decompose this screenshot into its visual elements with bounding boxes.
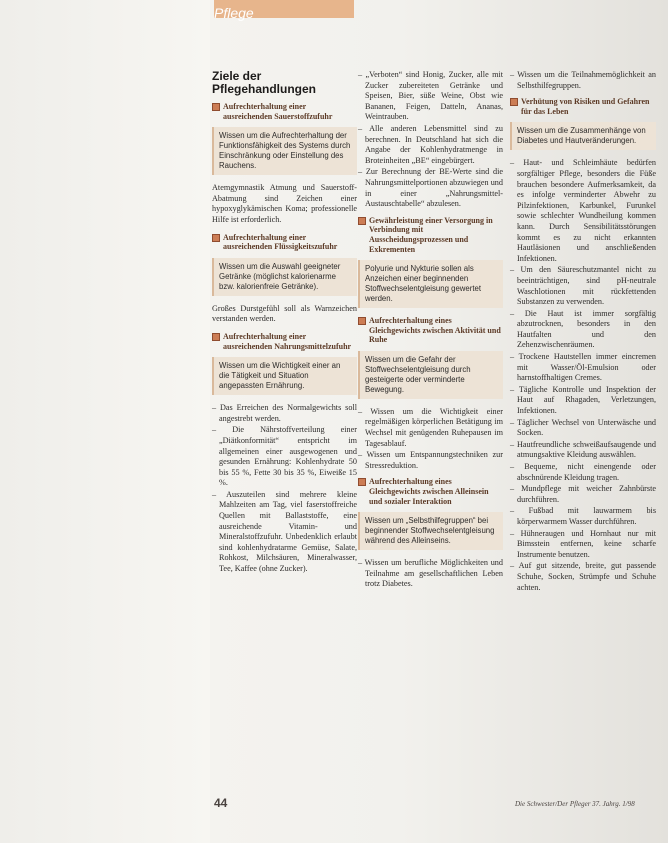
list-item: – Wissen um Entspannungstechniken zur Stressreduktion.	[358, 450, 503, 471]
list-item: – Wissen um die Wichtigkeit einer regelmäßigen körperlichen Betätigung im Wechsel mit genügenden Ruhepausen im Tagesablauf.	[358, 407, 503, 449]
bullet-list	[212, 403, 357, 575]
list-item: – Alle anderen Lebensmittel sind zu berechnen. In Deutschland hat sich die Angabe der Kohlenhydratmenge in Broteinheiten „BE“ eingebürgert.	[358, 124, 503, 166]
info-box: Wissen um die Wichtigkeit einer an die Tätigkeit und Situation angepassten Ernährung.	[212, 357, 357, 395]
column-1	[212, 70, 357, 581]
bullet-list	[510, 158, 656, 593]
list-item: – Auszuteilen sind mehrere kleine Mahlzeiten am Tag, viel faserstoffreiche Quellen mit Ballaststoffe, eine ausreichende Vitamin- und Mineralstoffzufuhr. Unbedenklich erlaubt sind kohlenhydratarme Gemüse, Salate, Rohkost, Milchsäuren, Mineralwasser, Tee, Kaffee (ohne Zucker).	[212, 490, 357, 575]
list-item: – Haut- und Schleimhäute bedürfen sorgfältiger Pflege, besonders die Füße brauchen besondere Aufmerksamkeit, da es infolge verminderter Abwehr zu Pilzinfektionen, Karbunkel, Furunkel sowie schlechter Wundheilung kommen kann. Durch Sensibilitätsstörungen kommt es zu nicht erkannten Hautläsionen und anschließenden Infektionen.	[510, 158, 656, 264]
paragraph: Atemgymnastik Atmung und Sauerstoff-Abatmung sind Zeichen einer hypoxyglykämischen Koma; professionelle Hilfe ist erforderlich.	[212, 183, 357, 224]
list-item: – Fußbad mit lauwarmem bis körperwarmem Wasser durchführen.	[510, 506, 656, 527]
subheading: Aufrechterhaltung eines Gleichgewichts zwischen Alleinsein und sozialer Interaktion	[358, 477, 503, 506]
list-item: – Hautfreundliche schweißaufsaugende und atmungsaktive Kleidung auswählen.	[510, 440, 656, 461]
list-item: – Das Erreichen des Normalgewichts soll angestrebt werden.	[212, 403, 357, 424]
square-bullet-icon	[358, 478, 366, 486]
article-title: Ziele der Pflegehandlungen	[212, 69, 317, 96]
list-item: – Tägliche Kontrolle und Inspektion der Haut auf Rhagaden, Verletzungen, Infektionen.	[510, 385, 656, 417]
info-box: Wissen um die Aufrechterhaltung der Funktionsfähigkeit des Systems durch Einschränkung oder Einstellung des Rauchens.	[212, 127, 357, 175]
list-item: – Bequeme, nicht einengende oder abschnürende Kleidung tragen.	[510, 462, 656, 483]
list-item: – Wissen um die Teilnahmemöglichkeit an Selbsthilfegruppen.	[510, 70, 656, 91]
list-item: – Um den Säureschutzmantel nicht zu beeinträchtigen, sind pH-neutrale Waschlotionen mit rückfettenden Substanzen zu verwenden.	[510, 265, 656, 307]
paragraph: Großes Durstgefühl soll als Warnzeichen verstanden werden.	[212, 303, 357, 324]
square-bullet-icon	[510, 98, 518, 106]
page-margin	[0, 0, 210, 843]
list-item: – Auf gut sitzende, breite, gut passende Schuhe, Socken, Strümpfe und Schuhe achten.	[510, 561, 656, 593]
square-bullet-icon	[212, 234, 220, 242]
info-box: Polyurie und Nykturie sollen als Anzeichen einer beginnenden Stoffwechselentgleisung gewertet werden.	[358, 260, 503, 308]
square-bullet-icon	[358, 317, 366, 325]
journal-footer: Die Schwester/Der Pfleger 37. Jahrg. 1/98	[515, 800, 635, 808]
column-3	[510, 70, 656, 599]
subheading: Aufrechterhaltung einer ausreichenden Sauerstoffzufuhr	[212, 102, 357, 121]
info-box: Wissen um „Selbsthilfegruppen“ bei beginnender Stoffwechselentgleisung während des Alleinseins.	[358, 512, 503, 550]
list-item: – Trockene Hautstellen immer eincremen mit Wasser/Öl-Emulsion oder harnstoffhaltigen Cremes.	[510, 352, 656, 384]
bullet-list	[358, 407, 503, 472]
subheading: Gewährleistung einer Versorgung in Verbindung mit Ausscheidungsprozessen und Exkrementen	[358, 216, 503, 254]
column-2	[358, 70, 503, 596]
list-item: – Hühneraugen und Hornhaut nur mit Bimsstein entfernen, keine scharfe Instrumente benutzen.	[510, 529, 656, 561]
info-box: Wissen um die Auswahl geeigneter Getränke (möglichst kalorienarme bzw. kalorienfreie Getränke).	[212, 258, 357, 296]
square-bullet-icon	[212, 103, 220, 111]
subheading: Aufrechterhaltung einer ausreichenden Nahrungsmittelzufuhr	[212, 332, 357, 351]
square-bullet-icon	[358, 217, 366, 225]
subheading: Aufrechterhaltung eines Gleichgewichts zwischen Aktivität und Ruhe	[358, 316, 503, 345]
list-item: – Täglicher Wechsel von Unterwäsche und Socken.	[510, 418, 656, 439]
subheading: Verhütung von Risiken und Gefahren für das Leben	[510, 97, 656, 116]
bullet-list	[358, 70, 503, 210]
list-item: – Zur Berechnung der BE-Werte sind die Nahrungsmittelportionen abzuwiegen und in einer „Nahrungsmittel-Austauschtabelle“ abzulesen.	[358, 167, 503, 209]
list-item: – Wissen um berufliche Möglichkeiten und Teilnahme am gesellschaftlichen Leben trotz Diabetes.	[358, 558, 503, 590]
bullet-list	[510, 70, 656, 91]
page-number: 44	[214, 796, 228, 810]
list-item: – Die Nährstoffverteilung einer „Diätkonformität“ entspricht im allgemeinen einer ausgewogenen und gesunden Ernährung: Kohlenhydrate 50 bis 55 %, Fette 30 bis 35 %, Eiweiße 15 %.	[212, 425, 357, 489]
list-item: – Mundpflege mit weicher Zahnbürste durchführen.	[510, 484, 656, 505]
list-item: – Die Haut ist immer sorgfältig abzutrocknen, besonders in den Hautfalten und den Zehenzwischenräumen.	[510, 309, 656, 351]
list-item: – „Verboten“ sind Honig, Zucker, alle mit Zucker zubereiteten Getränke und Speisen, Bier, süße Weine, Obst wie Bananen, Feigen, Datteln, Ananas, Weintrauben.	[358, 70, 503, 123]
info-box: Wissen um die Zusammenhänge von Diabetes und Hautveränderungen.	[510, 122, 656, 150]
square-bullet-icon	[212, 333, 220, 341]
section-tag: Pflege	[214, 5, 254, 21]
info-box: Wissen um die Gefahr der Stoffwechselentgleisung durch gesteigerte oder verminderte Bewegung.	[358, 351, 503, 399]
subheading: Aufrechterhaltung einer ausreichenden Flüssigkeitszufuhr	[212, 233, 357, 252]
bullet-list	[358, 558, 503, 590]
